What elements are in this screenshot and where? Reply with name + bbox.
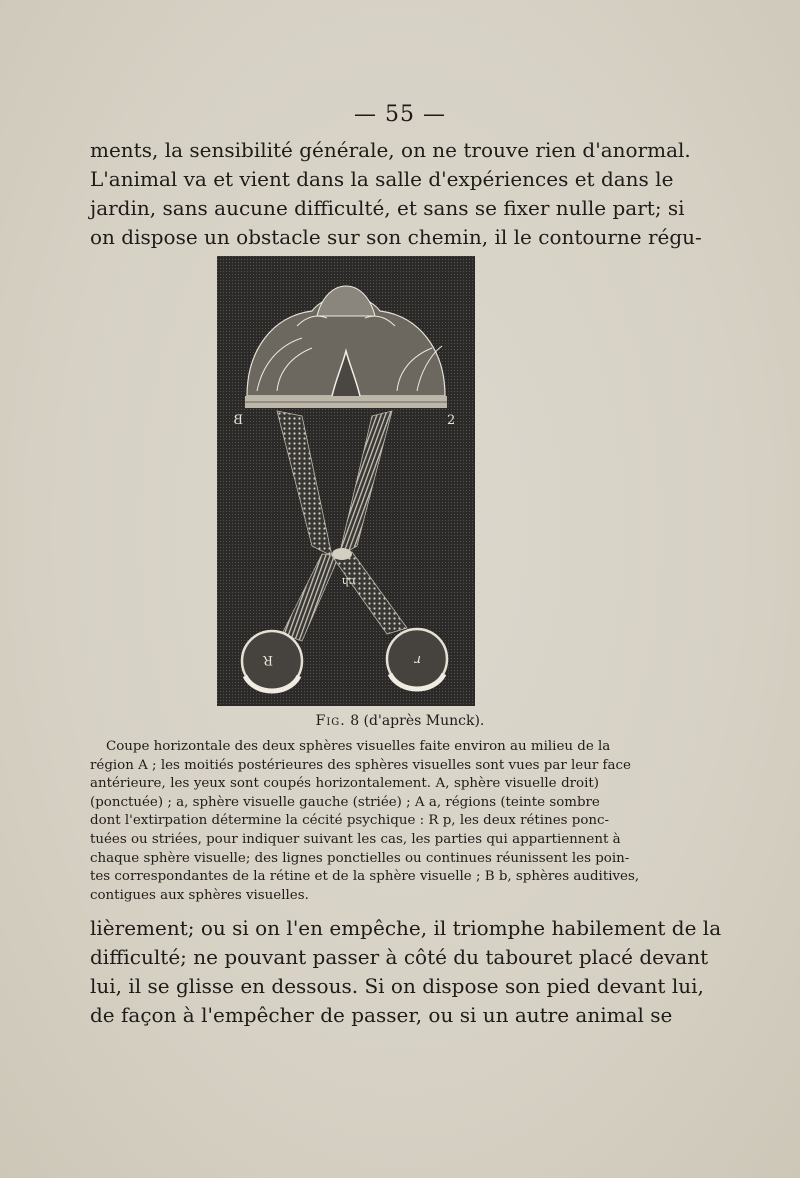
label-ch: ch: [341, 575, 355, 588]
legend-line: chaque sphère visuelle; des lignes ponctielles ou continues réunissent les poin-: [90, 850, 630, 866]
text-line: ments, la sensibilité générale, on ne trouve rien d'anormal.: [90, 138, 691, 162]
text-line: de façon à l'empêcher de passer, ou si un autre animal se: [90, 1003, 673, 1027]
legend-line: tuées ou striées, pour indiquer suivant les cas, les parties qui appartiennent à: [90, 831, 621, 847]
figure-caption-title: [0, 713, 800, 729]
text-line: on dispose un obstacle sur son chemin, il le contourne régu-: [90, 225, 702, 249]
legend-line: (ponctuée) ; a, sphère visuelle gauche (striée) ; A a, régions (teinte sombre: [90, 794, 600, 810]
label-2: 2: [447, 413, 456, 428]
figure-legend: [90, 738, 640, 905]
label-R: R: [263, 652, 273, 667]
legend-line: région A ; les moitiés postérieures des sphères visuelles sont vues par leur face: [90, 757, 631, 773]
text-line: lui, il se glisse en dessous. Si on dispose son pied devant lui,: [90, 974, 704, 998]
legend-line: antérieure, les yeux sont coupés horizontalement. A, sphère visuelle droit): [90, 776, 599, 792]
visual-pathways-engraving: [217, 256, 475, 706]
text-line: jardin, sans aucune difficulté, et sans se fixer nulle part; si: [90, 196, 685, 220]
legend-line: Coupe horizontale des deux sphères visuelles faite environ au milieu de la: [106, 739, 611, 754]
paragraph-top: [90, 136, 702, 252]
text-line: lièrement; ou si on l'en empêche, il triomphe habilement de la: [90, 916, 722, 940]
figure-attribution: 8 (d'après Munck).: [345, 713, 485, 729]
label-B: B: [233, 413, 243, 428]
legend-line: tes correspondantes de la rétine et de la sphère visuelle ; B b, sphères auditives,: [90, 869, 640, 885]
legend-line: contigues aux sphères visuelles.: [90, 887, 309, 903]
text-line: L'animal va et vient dans la salle d'expériences et dans le: [90, 167, 674, 191]
text-line: difficulté; ne pouvant passer à côté du tabouret placé devant: [90, 945, 709, 969]
legend-line: dont l'extirpation détermine la cécité psychique : R p, les deux rétines ponc-: [90, 813, 610, 829]
figure-number-label: Fig.: [315, 713, 346, 729]
figure-illustration: [217, 256, 475, 706]
label-r: r: [414, 652, 421, 667]
page-number: — 55 —: [354, 102, 446, 127]
paragraph-bottom: [90, 914, 722, 1030]
